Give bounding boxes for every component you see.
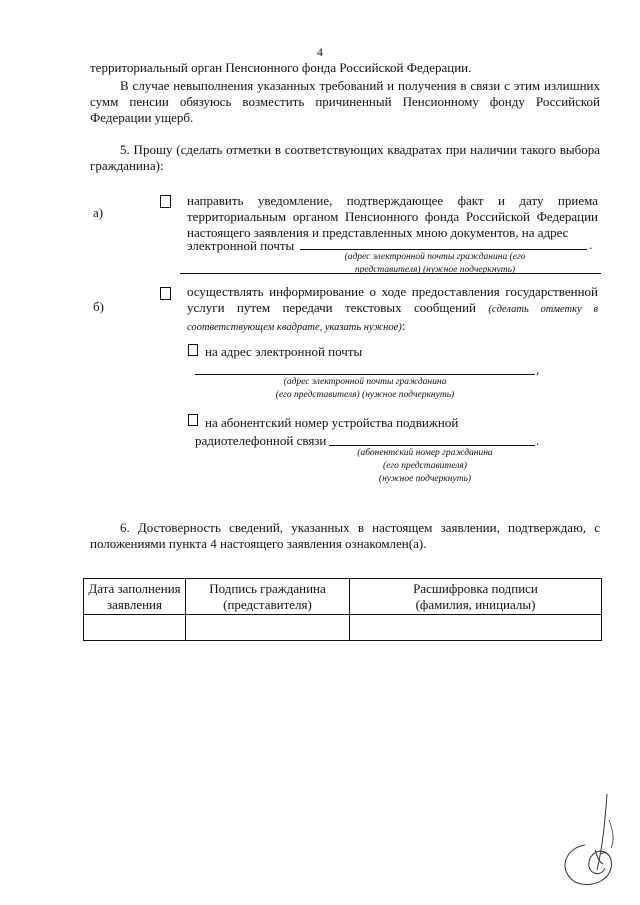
signature-input-cell[interactable] bbox=[186, 615, 350, 641]
option-b-email-label: на адрес электронной почты bbox=[205, 344, 363, 359]
option-b-phone-note-line2: (его представителя) bbox=[383, 461, 467, 471]
refund-paragraph: В случае невыполнения указанных требований и получения в связи с этим излишних сумм пенсии обязуюсь возместить причиненный Пенсионному фонду Российской Федерации ущерб. bbox=[90, 78, 600, 125]
option-b-phone-note-line3: (нужное подчеркнуть) bbox=[378, 474, 472, 484]
options-divider bbox=[180, 273, 601, 274]
header-decoding-cell bbox=[350, 579, 602, 615]
option-a-text: направить уведомление, подтверждающее факт и дату приема территориальным органом Пенсионного фонда Российской Федерации настоящего заявления и представленных мною документов, на адрес bbox=[187, 193, 598, 240]
option-a-note-line1: (адрес электронной почты гражданина (его bbox=[344, 252, 526, 262]
option-b-phone-checkbox[interactable] bbox=[188, 414, 198, 426]
option-a-email-label: электронной почты bbox=[187, 238, 295, 253]
option-b-colon: : bbox=[401, 318, 406, 333]
option-b-marker: б) bbox=[93, 299, 104, 314]
option-b-phone-end-mark: . bbox=[536, 433, 540, 448]
option-b-main-text: осуществлять информирование о ходе предоставления государственной услуги путем передачи текстовых сообщений bbox=[187, 284, 598, 315]
header-decoding-line2: (фамилия, инициалы) bbox=[415, 596, 536, 612]
option-b-phone-note-line1: (абонентский номер гражданина bbox=[357, 448, 493, 458]
option-a-end-mark: . bbox=[589, 237, 593, 252]
intro-line: территориальный орган Пенсионного фонда Российской Федерации. bbox=[90, 60, 472, 75]
header-date-cell bbox=[84, 579, 186, 615]
signature-table bbox=[83, 578, 602, 641]
option-b-email-field[interactable] bbox=[195, 374, 535, 375]
decoding-input-cell[interactable] bbox=[350, 615, 602, 641]
header-date-line2: заявления bbox=[106, 596, 162, 612]
header-signature-cell bbox=[186, 579, 350, 615]
page-number: 4 bbox=[317, 45, 323, 59]
section6-text: 6. Достоверность сведений, указанных в настоящем заявлении, подтверждаю, с положениями пункта 4 настоящего заявления ознакомлен(а). bbox=[90, 520, 600, 551]
handwritten-signature bbox=[545, 790, 625, 895]
date-input-cell[interactable] bbox=[84, 615, 186, 641]
option-b-email-note-line2: (его представителя) (нужное подчеркнуть) bbox=[275, 390, 455, 400]
option-b-email-note-line1: (адрес электронной почты гражданина bbox=[283, 377, 447, 387]
option-b-phone-field[interactable] bbox=[329, 445, 535, 446]
option-a-marker: а) bbox=[93, 205, 104, 220]
option-b-phone-note bbox=[330, 447, 520, 486]
header-signature-line1: Подпись гражданина bbox=[209, 580, 326, 596]
option-a-note-line2: представителя) (нужное подчеркнуть) bbox=[354, 265, 516, 275]
option-b-phone-label-line2: радиотелефонной связи bbox=[195, 433, 327, 448]
header-signature-line2: (представителя) bbox=[223, 596, 312, 612]
option-b-email-end-mark: , bbox=[536, 362, 540, 377]
option-b-email-checkbox[interactable] bbox=[188, 344, 198, 356]
header-date-line1: Дата заполнения bbox=[88, 580, 181, 596]
header-decoding-line1: Расшифровка подписи bbox=[413, 580, 538, 596]
option-b-email-note bbox=[250, 376, 480, 402]
option-b-text bbox=[187, 284, 598, 336]
option-b-instruction: (сделать отметку в соответствующем квадрате, указать нужное) bbox=[187, 304, 598, 333]
option-b-phone-label-line1: на абонентский номер устройства подвижной bbox=[205, 415, 459, 430]
option-a-checkbox[interactable] bbox=[160, 195, 171, 208]
section5-heading: 5. Прошу (сделать отметки в соответствующих квадратах при наличии такого выбора гражданина): bbox=[90, 142, 600, 173]
signature-table-input-row bbox=[84, 615, 602, 641]
option-a-email-field[interactable] bbox=[300, 249, 587, 250]
option-b-checkbox[interactable] bbox=[160, 287, 171, 300]
signature-table-header-row bbox=[84, 579, 602, 615]
